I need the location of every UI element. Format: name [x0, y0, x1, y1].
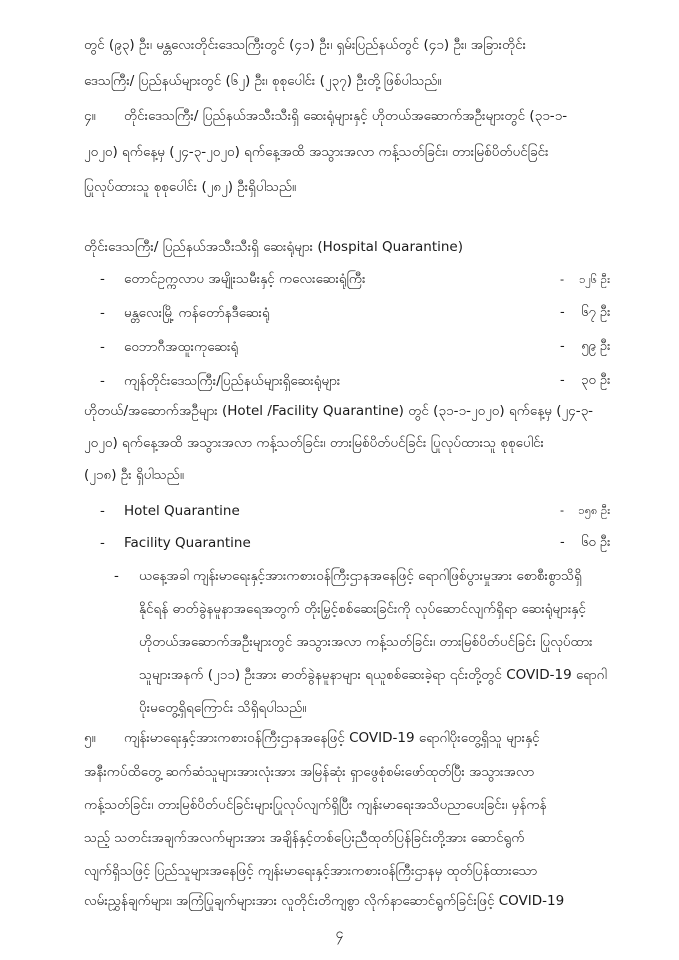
paragraph-line: လျက်ရှိသဖြင့် ပြည်သူများအနေဖြင့် ကျန်းမာရေးနှင့်အားကစားဝန်ကြီးဌာနမှ ထုတ်ပြန်ထားသော — [84, 863, 538, 879]
list-item-value: - ၁၂၆ ဦး — [560, 272, 611, 286]
paragraph-line: အနီးကပ်ထိတွေ့ ဆက်ဆံသူများအားလုံးအား အမြန်ဆုံး ရှာဖွေစုံစမ်းဖော်ထုတ်ပြီး အသွားအလာ — [84, 764, 535, 780]
bullet-dash: - — [100, 373, 105, 389]
paragraph-line: ဟိုတယ်/အဆောက်အဦများ (Hotel /Facility Quarantine) တွင် (၃၁-၁-၂၀၂၀) ရက်နေ့မှ (၂၄-၃- — [84, 403, 594, 419]
bullet-dash: - — [100, 271, 105, 287]
page-number: ၄ — [335, 926, 344, 942]
list-item-value: - ၃၀ ဦး — [560, 373, 611, 388]
paragraph-line: တိုင်းဒေသကြီး/ ပြည်နယ်အသီးသီးရှိ ဆေးရုံများနှင့် ဟိုတယ်အဆောက်အဦးများတွင် (၃၁-၁- — [124, 108, 568, 124]
paragraph-line: ၂၀၂၀) ရက်နေ့မှ (၂၄-၃-၂၀၂၀) ရက်နေ့အထိ အသွားအလာ ကန့်သတ်ခြင်း၊ တားမြစ်ပိတ်ပင်ခြင်း — [84, 144, 549, 160]
list-item-label: ကျန်တိုင်းဒေသကြီး/ပြည်နယ်များရှိဆေးရုံများ — [124, 373, 341, 389]
paragraph-line: တွင် (၉၃) ဦး၊ မန္တလေးတိုင်းဒေသကြီးတွင် (၄၁) ဦး၊ ရှမ်းပြည်နယ်တွင် (၄၁) ဦး၊ အခြားတိုင်း — [84, 37, 527, 53]
paragraph-line: ဟိုတယ်အဆောက်အဦးများတွင် အသွားအလာ ကန့်သတ်ခြင်း၊ တားမြစ်ပိတ်ပင်ခြင်း ပြုလုပ်ထား — [139, 634, 593, 650]
list-item-value: - ၆၀ ဦး — [560, 535, 611, 550]
paragraph-line: ၂၀၂၀) ရက်နေ့အထိ အသွားအလာ ကန့်သတ်ခြင်း၊ တားမြစ်ပိတ်ပင်ခြင်း ပြုလုပ်ထားသူ စုစုပေါင်း — [84, 435, 544, 451]
list-item-value: - ၁၅၈ ဦး — [560, 504, 611, 517]
paragraph-line: ပြုလုပ်ထားသူ စုစုပေါင်း (၂၈၂) ဦးရှိပါသည်။ — [84, 179, 297, 195]
bullet-dash: - — [100, 535, 105, 551]
bullet-dash: - — [100, 503, 105, 519]
paragraph-line: ကျန်းမာရေးနှင့်အားကစားဝန်ကြီးဌာနအနေဖြင့် COVID-19 ရောဂါပိုးတွေ့ရှိသူ များနှင့် — [124, 730, 540, 746]
list-item-value: - ၅၉ ဦး — [560, 339, 611, 354]
bullet-dash: - — [100, 339, 105, 355]
paragraph-line: ဒေသကြီး/ ပြည်နယ်များတွင် (၆၂) ဦး၊ စုစုပေါင်း (၂၃၇) ဦးတို့ဖြစ်ပါသည်။ — [84, 73, 442, 89]
paragraph-number: ၅။ — [84, 730, 96, 746]
paragraph-line: သည့် သတင်းအချက်အလက်များအား အချိန်နှင့်တစ်ပြေးညီထုတ်ပြန်ခြင်းတို့အား ဆောင်ရွက် — [84, 830, 525, 846]
bullet-dash: - — [100, 305, 105, 321]
paragraph-number: ၄။ — [84, 108, 96, 124]
paragraph-line: နိုင်ရန် ဓာတ်ခွဲနမူနာအရေအတွက် တိုးမြှင့်စစ်ဆေးခြင်းကို လုပ်ဆောင်လျက်ရှိရာ ဆေးရုံများနှင့် — [139, 601, 586, 617]
list-item-label: ဝေဘာဂီအထူးကုဆေးရုံ — [124, 339, 239, 355]
bullet-dash: - — [114, 568, 119, 584]
list-item-label: Facility Quarantine — [124, 535, 251, 551]
paragraph-line: ပိုးမတွေ့ရှိရကြောင်း သိရှိရပါသည်။ — [139, 700, 307, 716]
list-item-label: မန္တလေးမြို့ ကန်တော်နဒီဆေးရုံ — [124, 305, 270, 321]
paragraph-line: လမ်းညွှန်ချက်များ၊ အကြံပြုချက်များအား လူတိုင်းတိကျစွာ လိုက်နာဆောင်ရွက်ခြင်းဖြင့် COVID-19 — [84, 893, 565, 909]
paragraph-line: သူများအနက် (၂၁၁) ဦးအား ဓာတ်ခွဲနမူနာများ ရယူစစ်ဆေးခဲ့ရာ ၎င်းတို့တွင် COVID-19 ရောဂါ — [139, 667, 607, 683]
section-heading: တိုင်းဒေသကြီး/ ပြည်နယ်အသီးသီးရှိ ဆေးရုံများ (Hospital Quarantine) — [84, 239, 464, 255]
paragraph-line: ကန့်သတ်ခြင်း၊ တားမြစ်ပိတ်ပင်ခြင်းများပြုလုပ်လျက်ရှိပြီး ကျန်းမာရေးအသိပညာပေးခြင်း၊ မှန်ကန် — [84, 797, 547, 813]
list-item-label: Hotel Quarantine — [124, 503, 240, 519]
list-item-label: တောင်ဥက္ကလာပ အမျိုးသမီးနှင့် ကလေးဆေးရုံကြီး — [124, 271, 366, 287]
paragraph-line: (၂၁၈) ဦး ရှိပါသည်။ — [84, 467, 184, 483]
paragraph-line: ယနေ့အခါ ကျန်းမာရေးနှင့်အားကစားဝန်ကြီးဌာနအနေဖြင့် ရောဂါဖြစ်ပွားမှုအား စောစီးစွာသိရှိ — [139, 568, 582, 584]
list-item-value: - ၆၇ ဦး — [560, 305, 611, 320]
